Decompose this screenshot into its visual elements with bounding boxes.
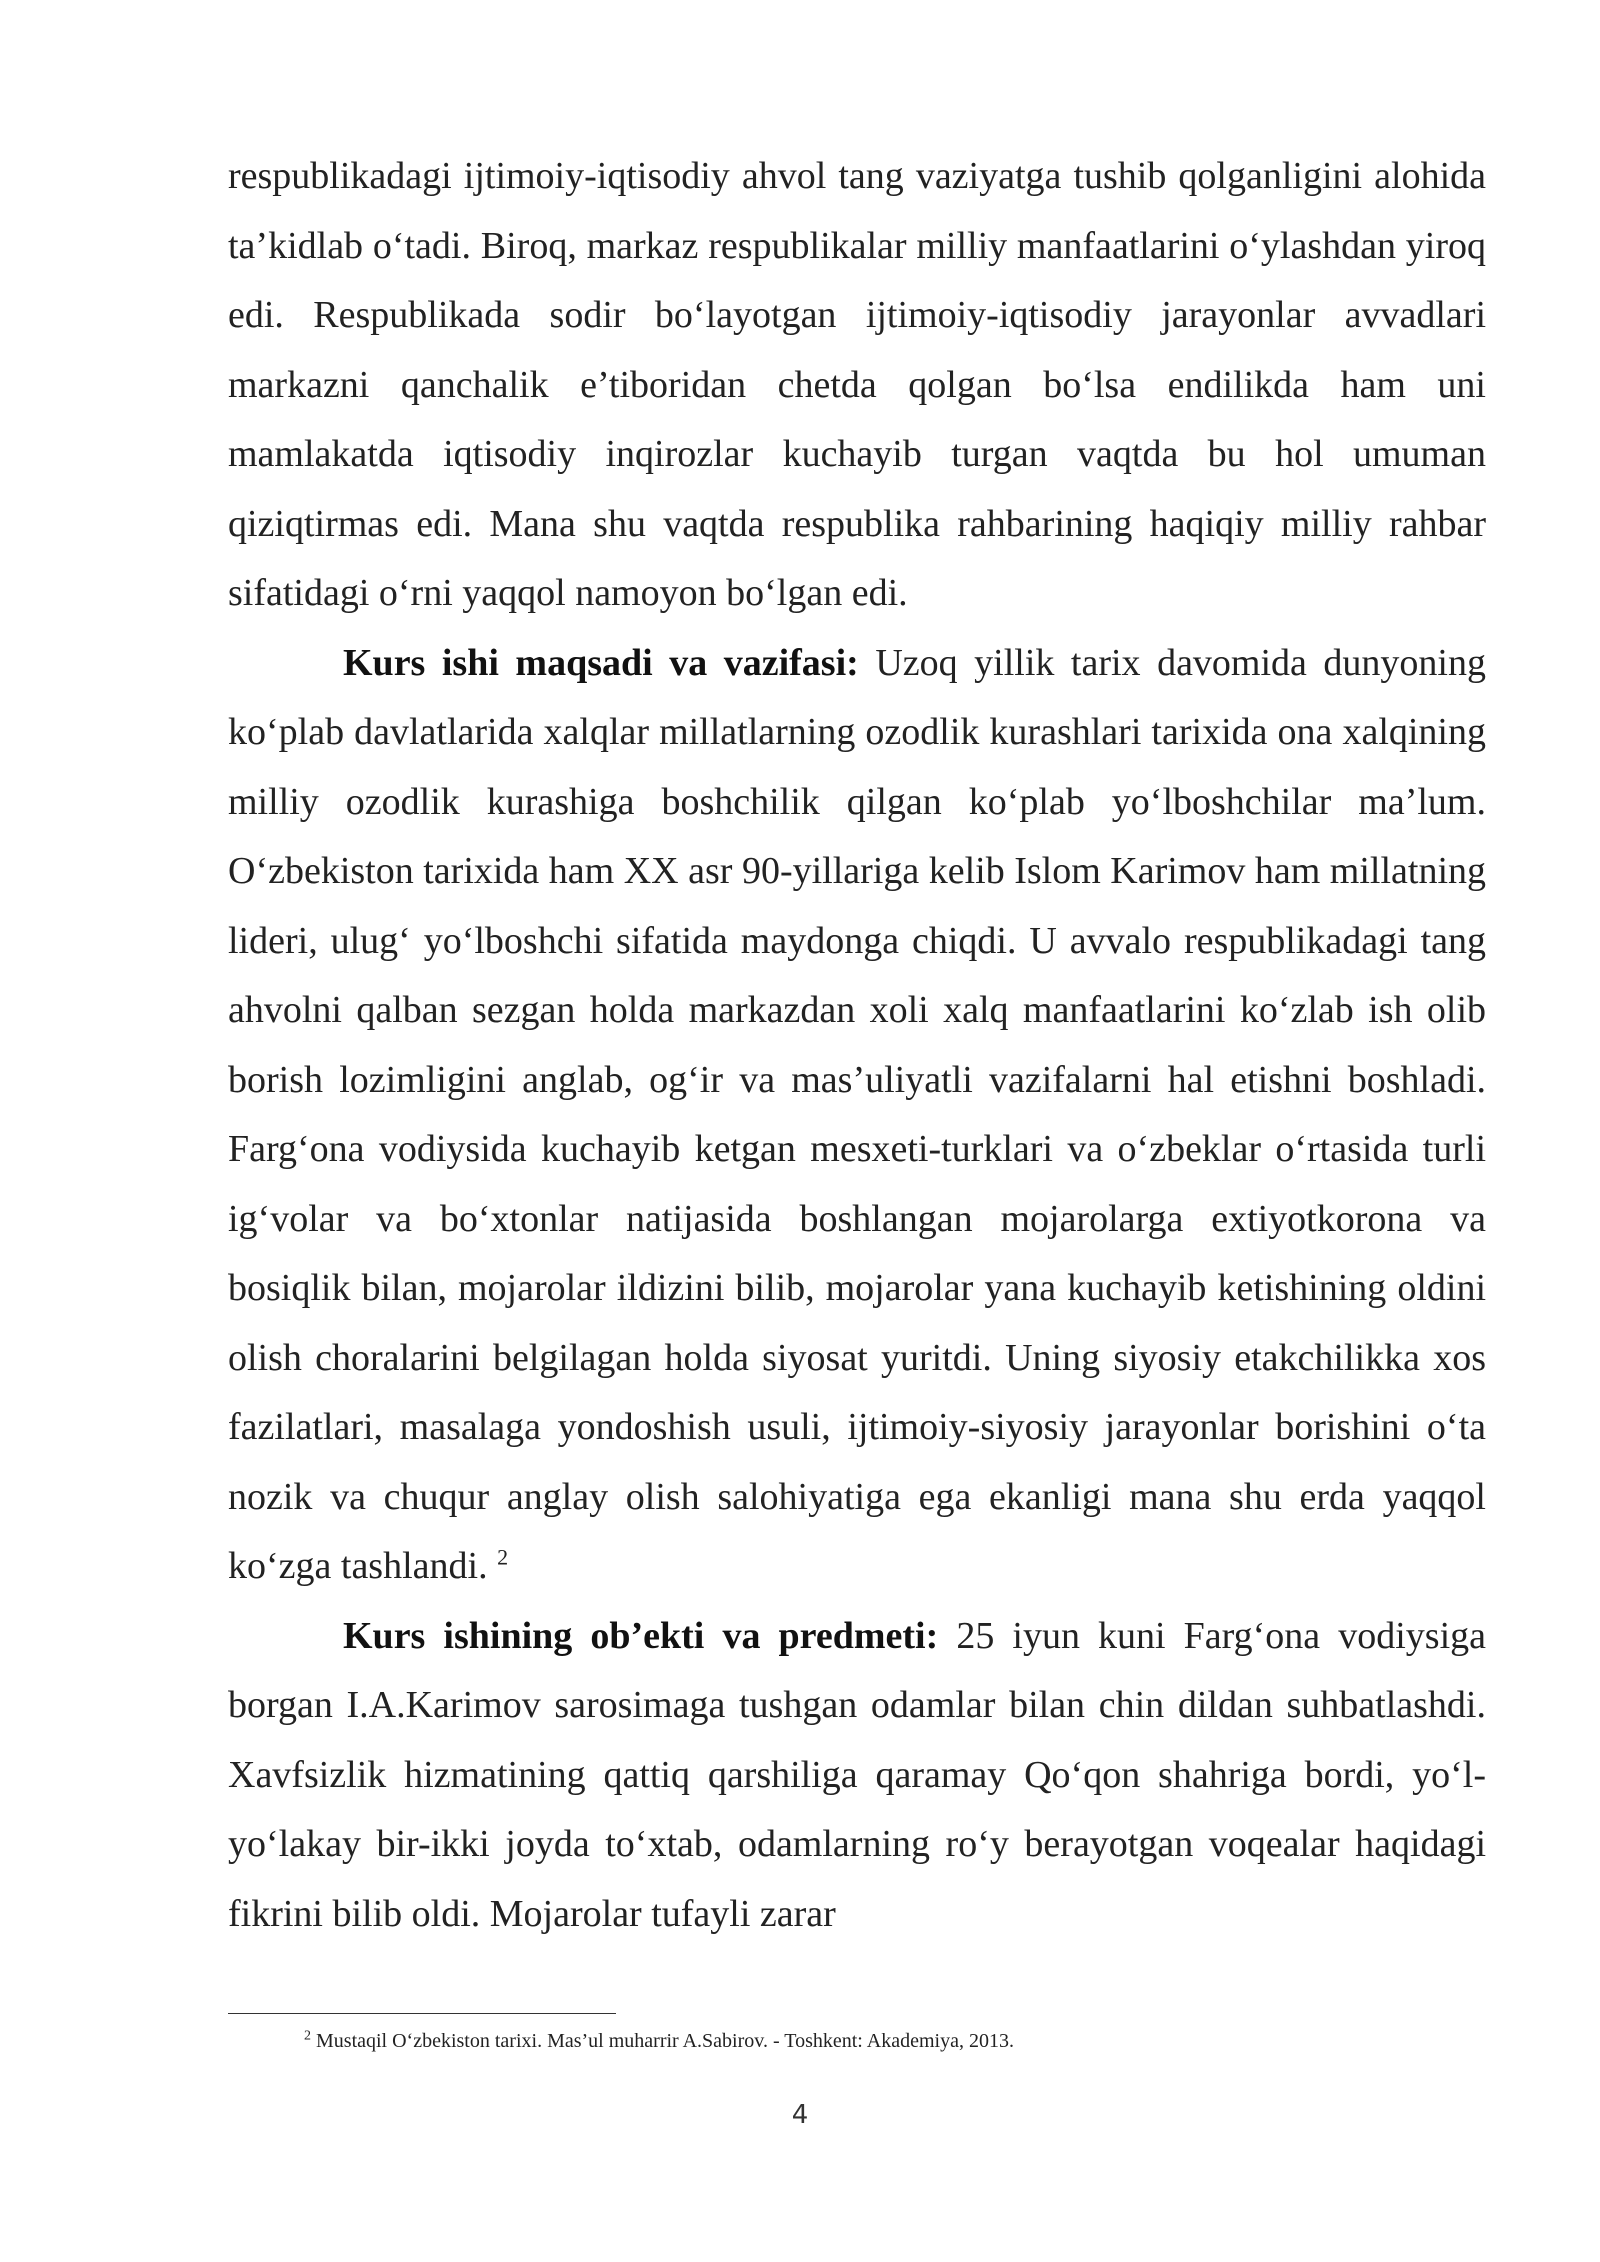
footnote-reference[interactable]: 2 (497, 1544, 509, 1570)
paragraph-object (228, 1602, 1486, 1950)
document-body (228, 142, 1486, 1949)
goals-heading: Kurs ishi maqsadi va vazifasi: (343, 641, 859, 684)
footnote (304, 2030, 1014, 2053)
footnote-number: 2 (304, 2028, 311, 2044)
goals-text: Uzoq yillik tarix davomida dunyoning ko‘plab davlatlarida xalqlar millatlarning ozodlik kurashlari tarixida ona xalqining milliy ozodlik kurashiga boshchilik qilgan ko‘plab yo‘lboshchilar ma’lum. O‘zbekiston tarixida ham XX asr 90-yillariga kelib Islom Karimov ham millatning lideri, ulug‘ yo‘lboshchi sifatida maydonga chiqdi. U avvalo respublikadagi tang ahvolni qalban sezgan holda markazdan xoli xalq manfaatlarini ko‘zlab ish olib borish lozimligini anglab, og‘ir va mas’uliyatli vazifalarni hal etishni boshladi. Farg‘ona vodiysida kuchayib ketgan mesxeti-turklari va o‘zbeklar o‘rtasida turli ig‘volar va bo‘xtonlar natijasida boshlangan mojarolarga extiyotkorona va bosiqlik bilan, mojarolar ildizini bilib, mojarolar yana kuchayib ketishining oldini olish choralarini belgilagan holda siyosat yuritdi. Uning siyosiy etakchilikka xos fazilatlari, masalaga yondoshish usuli, ijtimoiy-siyosiy jarayonlar borishini o‘ta nozik va chuqur anglay olish salohiyatiga ega ekanligi mana shu erda yaqqol ko‘zga tashlandi. (228, 641, 1486, 1587)
paragraph-intro: respublikadagi ijtimoiy-iqtisodiy ahvol tang vaziyatga tushib qolganligini alohida ta’kidlab o‘tadi. Biroq, markaz respublikalar milliy manfaatlarini o‘ylashdan yiroq edi. Respublikada sodir bo‘layotgan ijtimoiy-iqtisodiy jarayonlar avvadlari markazni qanchalik e’tiboridan chetda qolgan bo‘lsa endilikda ham uni mamlakatda iqtisodiy inqirozlar kuchayib turgan vaqtda bu hol umuman qiziqtirmas edi. Mana shu vaqtda respublika rahbarining haqiqiy milliy rahbar sifatidagi o‘rni yaqqol namoyon bo‘lgan edi. (228, 155, 1486, 614)
footnote-separator (228, 2013, 616, 2014)
object-text: 25 iyun kuni Farg‘ona vodiysiga borgan I.A.Karimov sarosimaga tushgan odamlar bilan chin dildan suhbatlashdi. Xavfsizlik hizmatining qattiq qarshiliga qaramay Qo‘qon shahriga bordi, yo‘l-yo‘lakay bir-ikki joyda to‘xtab, odamlarning ro‘y berayotgan voqealar haqidagi fikrini bilib oldi. Mojarolar tufayli zarar (228, 1614, 1486, 1935)
page-number: 4 (791, 2100, 809, 2130)
paragraph-goals (228, 629, 1486, 1602)
footnote-text: Mustaqil O‘zbekiston tarixi. Mas’ul muharrir A.Sabirov. - Toshkent: Akademiya, 2013. (311, 2030, 1014, 2052)
object-heading: Kurs ishining ob’ekti va predmeti: (343, 1614, 939, 1657)
